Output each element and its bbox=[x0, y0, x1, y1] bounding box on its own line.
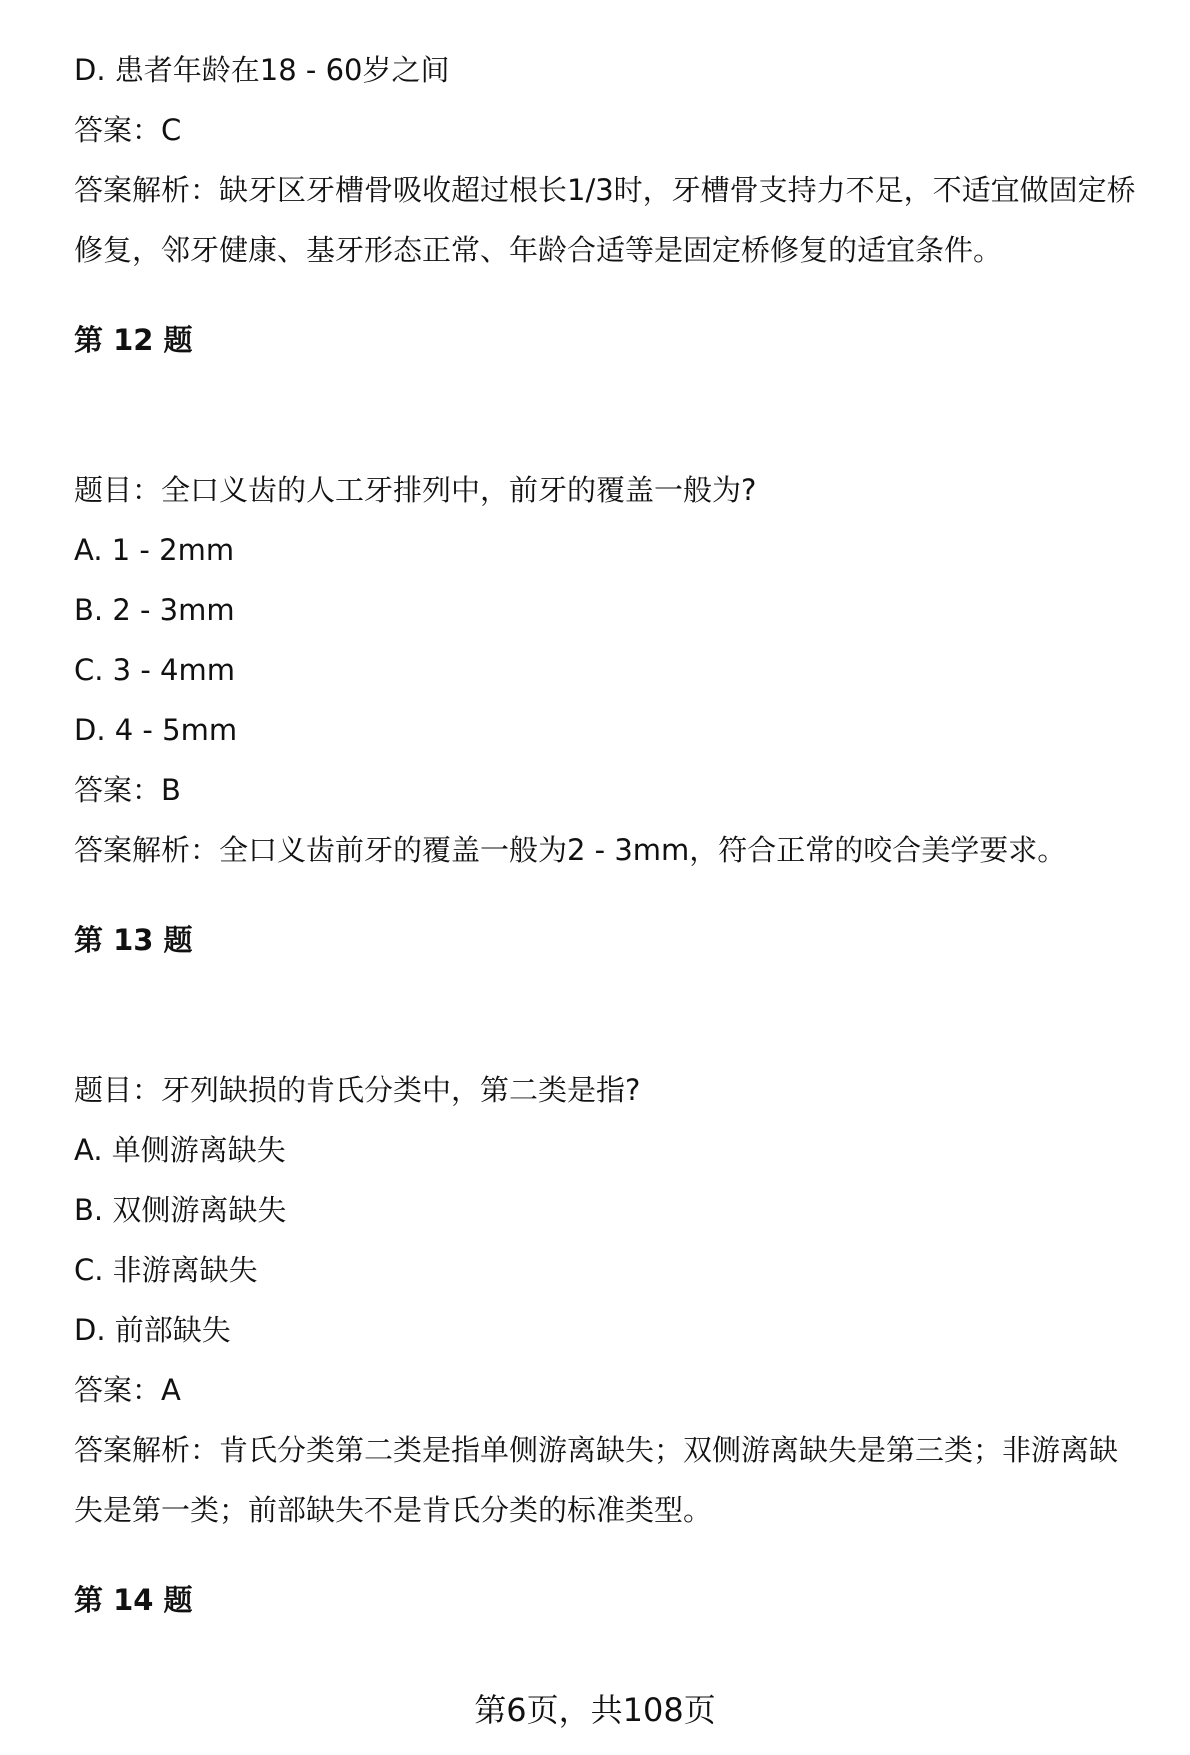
q11-answer: 答案：C bbox=[74, 113, 182, 147]
q11-option-d: D. 患者年龄在18 - 60岁之间 bbox=[74, 53, 450, 87]
q13-option-b: B. 双侧游离缺失 bbox=[74, 1193, 287, 1227]
q13-question: 题目：牙列缺损的肯氏分类中，第二类是指? bbox=[74, 1073, 641, 1107]
q13-analysis-line2: 失是第一类；前部缺失不是肯氏分类的标准类型。 bbox=[74, 1493, 713, 1527]
q12-question: 题目：全口义齿的人工牙排列中，前牙的覆盖一般为? bbox=[74, 473, 757, 507]
q12-option-a: A. 1 - 2mm bbox=[74, 533, 235, 567]
q12-analysis-line1: 答案解析：全口义齿前牙的覆盖一般为2 - 3mm，符合正常的咬合美学要求。 bbox=[74, 833, 1067, 867]
q12-option-c: C. 3 - 4mm bbox=[74, 653, 235, 687]
q12-option-d: D. 4 - 5mm bbox=[74, 713, 238, 747]
q13-answer: 答案：A bbox=[74, 1373, 181, 1407]
q11-analysis-line2: 修复，邻牙健康、基牙形态正常、年龄合适等是固定桥修复的适宜条件。 bbox=[74, 233, 1003, 267]
page-number: 第6页，共108页 bbox=[474, 1691, 716, 1729]
q12-answer: 答案：B bbox=[74, 773, 181, 807]
q13-heading: 第 13 题 bbox=[74, 923, 193, 957]
q12-option-b: B. 2 - 3mm bbox=[74, 593, 235, 627]
q13-option-a: A. 单侧游离缺失 bbox=[74, 1133, 286, 1167]
q13-option-c: C. 非游离缺失 bbox=[74, 1253, 258, 1287]
q13-analysis-line1: 答案解析：肯氏分类第二类是指单侧游离缺失；双侧游离缺失是第三类；非游离缺 bbox=[74, 1433, 1119, 1467]
q13-option-d: D. 前部缺失 bbox=[74, 1313, 231, 1347]
q14-heading: 第 14 题 bbox=[74, 1583, 193, 1617]
q11-analysis-line1: 答案解析：缺牙区牙槽骨吸收超过根长1/3时，牙槽骨支持力不足，不适宜做固定桥 bbox=[74, 173, 1136, 207]
q12-heading: 第 12 题 bbox=[74, 323, 193, 357]
